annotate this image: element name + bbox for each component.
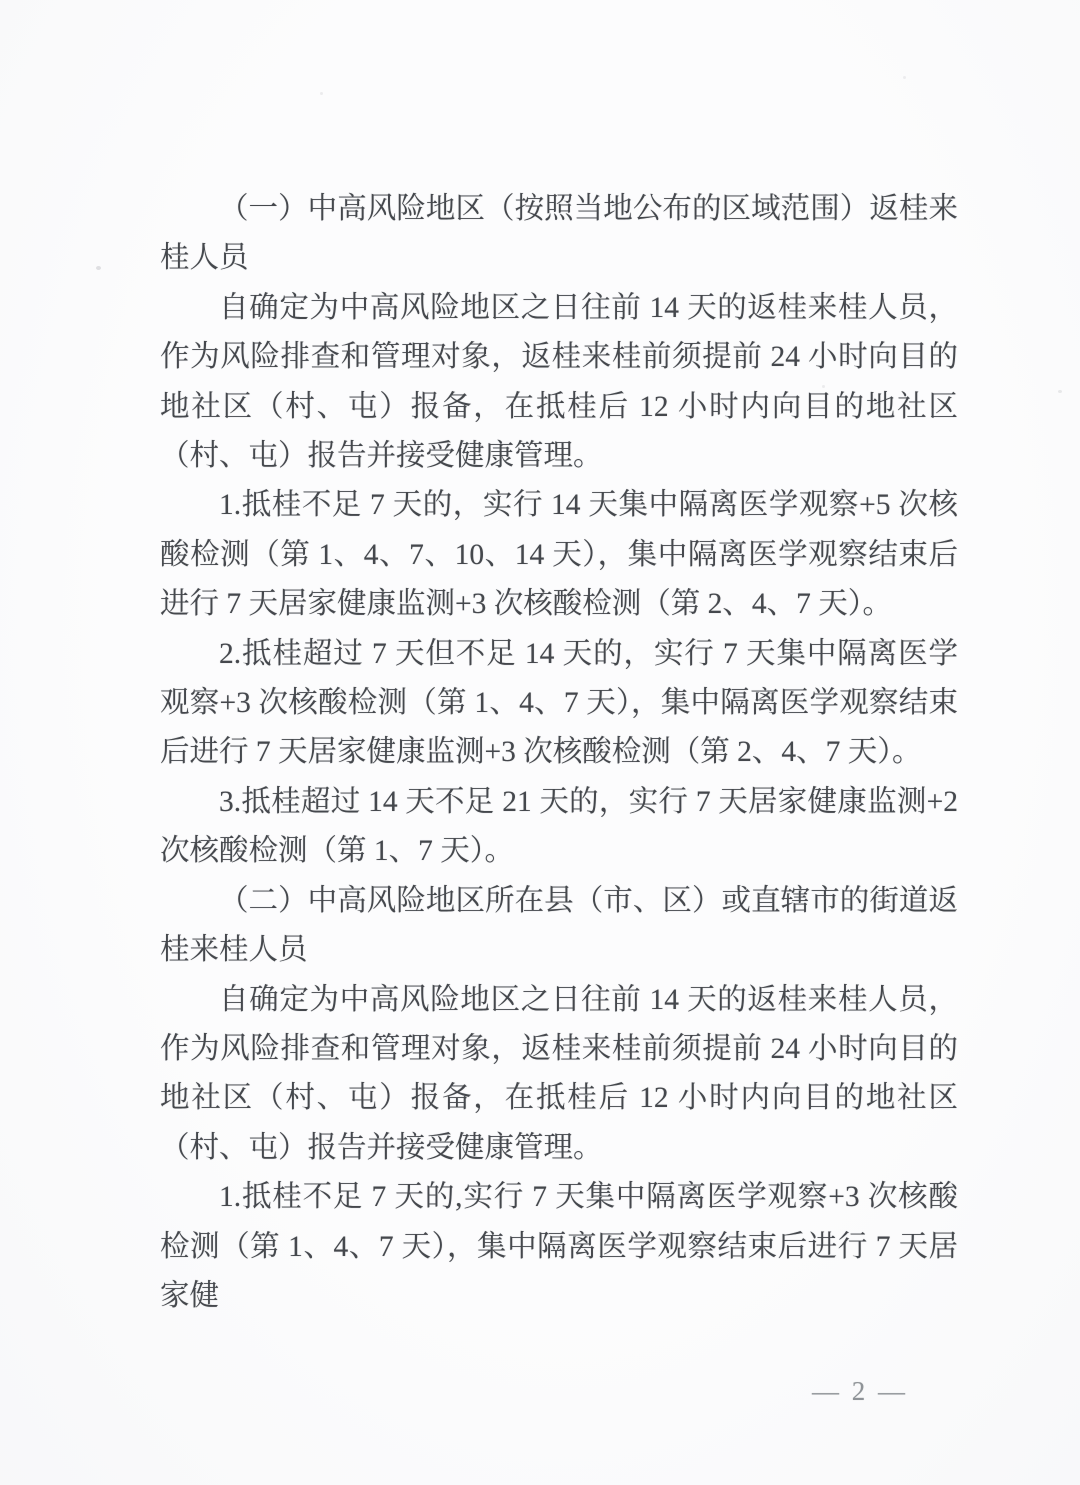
section-1-report-rule: 自确定为中高风险地区之日往前 14 天的返桂来桂人员，作为风险排查和管理对象，返桂来桂前须提前 24 小时向目的地社区（村、屯）报备，在抵桂后 12 小时内向目的地社区（村、屯）报告并接受健康管理。 [160,291,958,473]
section-1-item-1: 1.抵桂不足 7 天的，实行 14 天集中隔离医学观察+5 次核酸检测（第 1、4、7、10、14 天），集中隔离医学观察结束后进行 7 天居家健康监测+3 次核酸检测（第 2、4、7 天）。 [160,489,958,621]
scan-speck [320,92,323,95]
section-1-item-2: 2.抵桂超过 7 天但不足 14 天的，实行 7 天集中隔离医学观察+3 次核酸检测（第 1、4、7 天），集中隔离医学观察结束后进行 7 天居家健康监测+3 次核酸检测（第 2、4、7 天）。 [160,637,958,769]
document-body [160,185,958,1321]
scan-speck [880,905,883,908]
scan-speck [903,76,906,79]
scan-speck [96,266,101,270]
scan-speck [822,385,825,388]
scan-speck [1058,390,1062,393]
page-number: — 2 — [812,1376,908,1406]
section-1-heading: （一）中高风险地区（按照当地公布的区域范围）返桂来桂人员 [160,193,958,275]
section-2-item-1: 1.抵桂不足 7 天的,实行 7 天集中隔离医学观察+3 次核酸检测（第 1、4、7 天），集中隔离医学观察结束后进行 7 天居家健 [160,1181,958,1312]
section-1-item-3: 3.抵桂超过 14 天不足 21 天的，实行 7 天居家健康监测+2 次核酸检测（第 1、7 天）。 [160,785,958,868]
section-2-report-rule: 自确定为中高风险地区之日往前 14 天的返桂来桂人员，作为风险排查和管理对象，返桂来桂前须提前 24 小时向目的地社区（村、屯）报备，在抵桂后 12 小时内向目的地社区（村、屯）报告并接受健康管理。 [160,983,958,1164]
section-2-heading: （二）中高风险地区所在县（市、区）或直辖市的街道返桂来桂人员 [160,884,958,967]
